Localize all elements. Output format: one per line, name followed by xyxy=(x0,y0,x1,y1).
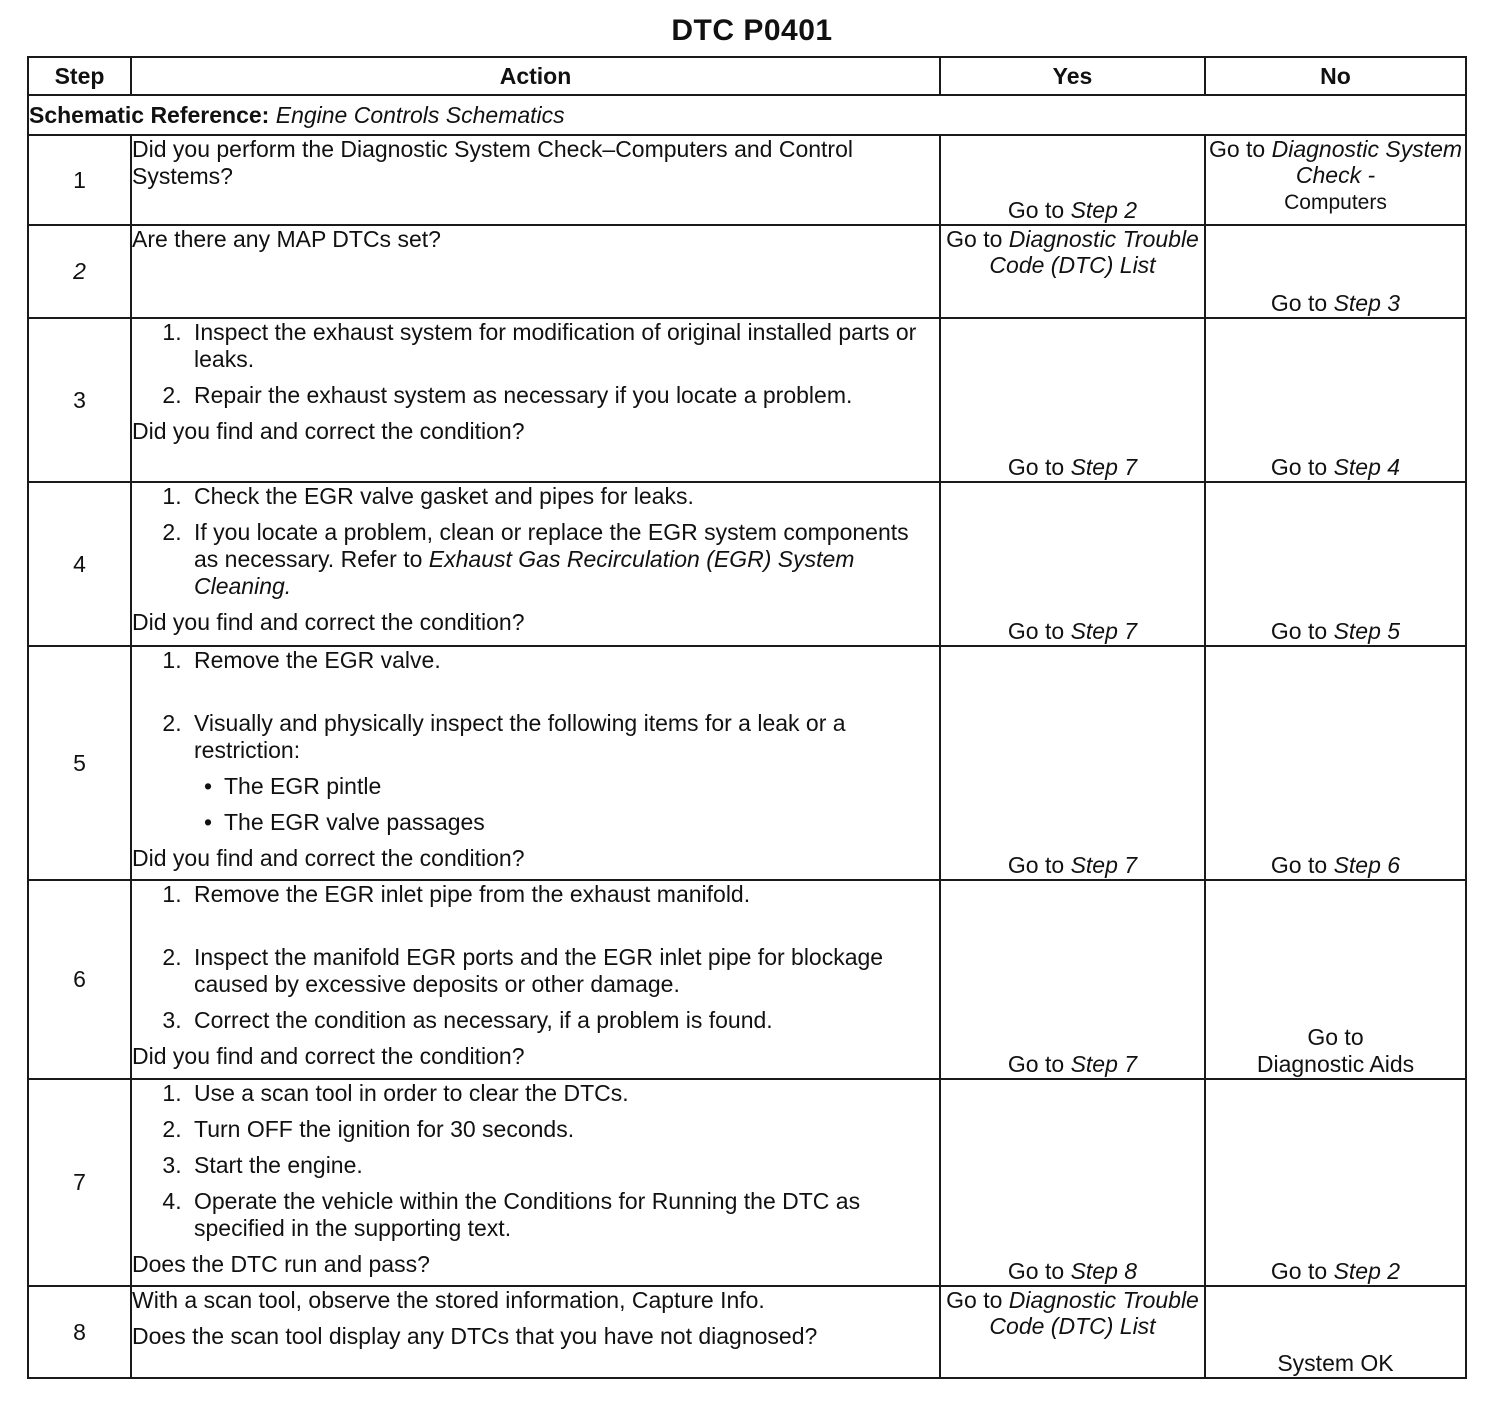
yes-cell xyxy=(940,880,1205,1079)
list-item: 1. Remove the EGR valve. xyxy=(188,647,939,674)
no-cell xyxy=(1205,1286,1466,1378)
yes-link[interactable]: Step 2 xyxy=(1070,197,1138,223)
list-item: 3. Correct the condition as necessary, if a problem is found. xyxy=(188,1007,939,1034)
no-link[interactable]: Diagnostic System Check - xyxy=(1271,136,1463,188)
no-prefix: Go to xyxy=(1307,1024,1364,1050)
question-text: Did you find and correct the condition? xyxy=(132,1043,525,1069)
table-row xyxy=(28,482,1466,646)
instruction-list xyxy=(132,319,939,409)
question-text: Does the scan tool display any DTCs that you have not diagnosed? xyxy=(132,1323,818,1349)
no-suffix: Computers xyxy=(1284,191,1387,214)
schematic-link[interactable]: Engine Controls Schematics xyxy=(275,101,565,128)
no-link[interactable]: Step 2 xyxy=(1333,1258,1401,1284)
yes-link[interactable]: Step 7 xyxy=(1070,1051,1138,1077)
no-link[interactable]: Step 4 xyxy=(1333,454,1401,480)
instruction-list xyxy=(132,881,939,1034)
table-row xyxy=(28,1079,1466,1286)
yes-cell xyxy=(940,135,1205,225)
action-cell xyxy=(131,482,940,646)
step-number: 1 xyxy=(28,135,131,225)
list-item: 2. Repair the exhaust system as necessary if you locate a problem. xyxy=(188,382,939,409)
no-prefix: Go to xyxy=(1270,1258,1328,1284)
yes-prefix: Go to xyxy=(1007,1051,1065,1077)
no-link[interactable]: Step 5 xyxy=(1333,618,1401,644)
yes-cell xyxy=(940,482,1205,646)
list-item: 1. Inspect the exhaust system for modification of original installed parts or leaks. xyxy=(188,319,939,373)
schematic-reference xyxy=(28,95,1466,135)
table-row xyxy=(28,318,1466,482)
step-number: 3 xyxy=(28,318,131,482)
yes-link[interactable]: Diagnostic Trouble xyxy=(1008,226,1199,252)
action-cell xyxy=(131,318,940,482)
step-number: 5 xyxy=(28,646,131,880)
instruction-list xyxy=(132,483,939,600)
list-item: 2. Inspect the manifold EGR ports and the EGR inlet pipe for blockage caused by excessive deposits or other damage. xyxy=(188,944,939,998)
header-row xyxy=(28,57,1466,95)
table-row xyxy=(28,880,1466,1079)
action-text: With a scan tool, observe the stored information, Capture Info. xyxy=(132,1287,765,1313)
question-text: Did you find and correct the condition? xyxy=(132,609,525,635)
no-cell xyxy=(1205,318,1466,482)
action-cell xyxy=(131,646,940,880)
header-yes: Yes xyxy=(940,57,1205,95)
table-row xyxy=(28,135,1466,225)
instruction-list xyxy=(132,1080,939,1242)
step-number: 7 xyxy=(28,1079,131,1286)
list-item: 4. Operate the vehicle within the Conditions for Running the DTC as specified in the supporting text. xyxy=(188,1188,939,1242)
no-cell xyxy=(1205,1079,1466,1286)
list-item-text: Visually and physically inspect the following items for a leak or a restriction: xyxy=(194,710,846,763)
no-link[interactable]: Diagnostic Aids xyxy=(1256,1051,1415,1077)
yes-cell xyxy=(940,646,1205,880)
yes-link[interactable]: Step 7 xyxy=(1070,852,1138,878)
yes-prefix: Go to xyxy=(1007,1258,1065,1284)
no-cell xyxy=(1205,225,1466,318)
no-prefix: Go to xyxy=(1270,454,1328,480)
reference-link[interactable]: Exhaust Gas Recirculation (EGR) System Cleaning. xyxy=(194,546,855,599)
yes-link-line2[interactable]: Code (DTC) List xyxy=(989,1313,1156,1339)
table-row xyxy=(28,1286,1466,1378)
no-link[interactable]: Step 6 xyxy=(1333,852,1401,878)
yes-prefix: Go to xyxy=(946,1287,1003,1313)
list-item-text: If you locate a problem, clean or replace the EGR system components as necessary. Refer to xyxy=(194,519,909,572)
list-item: 1. Use a scan tool in order to clear the DTCs. xyxy=(188,1080,939,1107)
yes-cell xyxy=(940,225,1205,318)
no-link[interactable]: Step 3 xyxy=(1333,290,1401,316)
page-title: DTC P0401 xyxy=(671,14,833,47)
step-number: 8 xyxy=(28,1286,131,1378)
no-result: System OK xyxy=(1277,1350,1394,1376)
no-cell xyxy=(1205,135,1466,225)
schematic-label: Schematic Reference: xyxy=(29,101,270,128)
yes-link[interactable]: Step 7 xyxy=(1070,618,1138,644)
no-cell xyxy=(1205,646,1466,880)
step-number: 6 xyxy=(28,880,131,1079)
list-item xyxy=(188,710,939,836)
yes-link[interactable]: Step 8 xyxy=(1070,1258,1138,1284)
action-text: Are there any MAP DTCs set? xyxy=(132,226,441,252)
bullet-item: • The EGR valve passages xyxy=(218,809,939,836)
table-row xyxy=(28,646,1466,880)
list-item: 1. Check the EGR valve gasket and pipes for leaks. xyxy=(188,483,939,510)
instruction-list xyxy=(132,647,939,836)
yes-link[interactable]: Step 7 xyxy=(1070,454,1138,480)
table-row xyxy=(28,225,1466,318)
yes-link-line2[interactable]: Code (DTC) List xyxy=(989,252,1156,278)
no-prefix: Go to xyxy=(1270,852,1328,878)
list-item: 1. Remove the EGR inlet pipe from the exhaust manifold. xyxy=(188,881,939,908)
yes-link[interactable]: Diagnostic Trouble xyxy=(1008,1287,1199,1313)
header-no: No xyxy=(1205,57,1466,95)
header-step: Step xyxy=(28,57,131,95)
list-item: 3. Start the engine. xyxy=(188,1152,939,1179)
yes-cell xyxy=(940,1079,1205,1286)
action-cell xyxy=(131,225,940,318)
action-cell xyxy=(131,1286,940,1378)
no-prefix: Go to xyxy=(1270,290,1328,316)
question-text: Did you find and correct the condition? xyxy=(132,418,525,444)
yes-prefix: Go to xyxy=(946,226,1003,252)
yes-prefix: Go to xyxy=(1007,852,1065,878)
yes-cell xyxy=(940,1286,1205,1378)
no-prefix: Go to xyxy=(1208,136,1266,162)
action-cell xyxy=(131,1079,940,1286)
yes-prefix: Go to xyxy=(1007,197,1065,223)
action-cell xyxy=(131,880,940,1079)
list-item xyxy=(188,519,939,600)
step-number: 2 xyxy=(28,225,131,318)
yes-prefix: Go to xyxy=(1007,618,1065,644)
diagnostic-table xyxy=(27,56,1467,1379)
yes-prefix: Go to xyxy=(1007,454,1065,480)
list-item: 2. Turn OFF the ignition for 30 seconds. xyxy=(188,1116,939,1143)
header-action: Action xyxy=(131,57,940,95)
no-cell xyxy=(1205,482,1466,646)
action-text: Did you perform the Diagnostic System Check–Computers and Control Systems? xyxy=(132,136,853,189)
no-cell xyxy=(1205,880,1466,1079)
step-number: 4 xyxy=(28,482,131,646)
bullet-item: • The EGR pintle xyxy=(218,773,939,800)
question-text: Did you find and correct the condition? xyxy=(132,845,525,871)
bullet-list xyxy=(194,773,939,836)
yes-cell xyxy=(940,318,1205,482)
no-prefix: Go to xyxy=(1270,618,1328,644)
schematic-row xyxy=(28,95,1466,135)
question-text: Does the DTC run and pass? xyxy=(132,1251,430,1277)
action-cell xyxy=(131,135,940,225)
